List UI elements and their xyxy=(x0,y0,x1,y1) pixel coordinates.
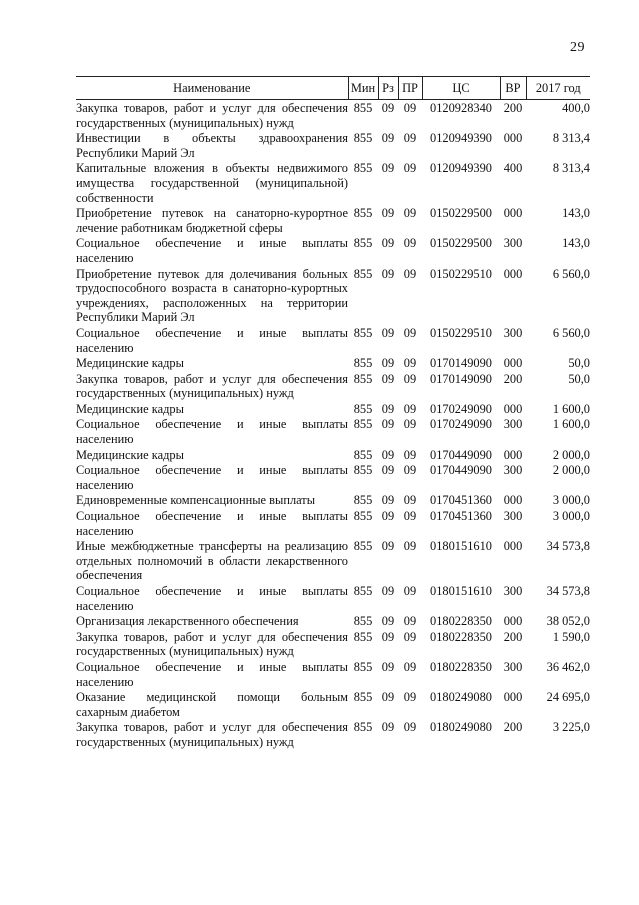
row-rz: 09 xyxy=(381,161,395,176)
table-row xyxy=(76,583,590,613)
row-cs: 0170451360 xyxy=(430,493,492,508)
row-rz: 09 xyxy=(381,720,395,735)
row-pr: 09 xyxy=(403,131,417,146)
row-name: Социальное обеспечение и иные выплаты населению xyxy=(76,509,348,538)
table-row xyxy=(76,416,590,446)
row-sum: 38 052,0 xyxy=(546,614,590,629)
table-row xyxy=(76,205,590,235)
table-row xyxy=(76,538,590,583)
row-name: Инвестиции в объекты здравоохранения Республики Марий Эл xyxy=(76,131,348,160)
row-pr: 09 xyxy=(403,614,417,629)
row-sum: 1 600,0 xyxy=(552,417,590,432)
table-row xyxy=(76,266,590,325)
row-vr: 000 xyxy=(503,131,523,146)
row-vr: 000 xyxy=(503,401,523,416)
row-sum: 50,0 xyxy=(568,356,590,371)
row-min: 855 xyxy=(353,539,373,554)
row-name: Капитальные вложения в объекты недвижимого имущества государственной (муниципальной) собственности xyxy=(76,161,348,205)
header-name: Наименование xyxy=(76,77,348,100)
row-min: 855 xyxy=(353,401,373,416)
row-cs: 0170249090 xyxy=(430,401,492,416)
row-pr: 09 xyxy=(403,371,417,386)
table-row xyxy=(76,100,590,131)
row-min: 855 xyxy=(353,584,373,598)
header-vr: ВР xyxy=(500,77,526,100)
row-vr: 200 xyxy=(503,101,523,115)
row-cs: 0170149090 xyxy=(430,356,492,371)
row-min: 855 xyxy=(353,629,373,644)
row-sum: 1 600,0 xyxy=(552,401,590,416)
row-sum: 24 695,0 xyxy=(546,690,590,705)
table-row xyxy=(76,401,590,417)
row-pr: 09 xyxy=(403,539,417,554)
row-cs: 0150229510 xyxy=(430,325,492,340)
row-cs: 0180151610 xyxy=(430,584,492,598)
row-rz: 09 xyxy=(381,356,395,371)
header-rz: Рз xyxy=(378,77,398,100)
row-vr: 000 xyxy=(503,206,523,221)
row-rz: 09 xyxy=(381,629,395,644)
table-row xyxy=(76,130,590,160)
row-name: Закупка товаров, работ и услуг для обеспечения государственных (муниципальных) нужд xyxy=(76,101,348,130)
row-name: Приобретение путевок на санаторно-курортное лечение работникам бюджетной сферы xyxy=(76,206,348,235)
row-rz: 09 xyxy=(381,614,395,629)
row-pr: 09 xyxy=(403,417,417,432)
row-rz: 09 xyxy=(381,447,395,462)
table-row xyxy=(76,355,590,371)
row-rz: 09 xyxy=(381,266,395,281)
row-min: 855 xyxy=(353,356,373,371)
row-vr: 300 xyxy=(503,325,523,340)
row-cs: 0180228350 xyxy=(430,659,492,674)
row-sum: 2 000,0 xyxy=(552,463,590,478)
row-rz: 09 xyxy=(381,325,395,340)
table-row xyxy=(76,719,590,749)
row-vr: 000 xyxy=(503,356,523,371)
table-row xyxy=(76,613,590,629)
table-row xyxy=(76,371,590,401)
table-row xyxy=(76,160,590,205)
row-rz: 09 xyxy=(381,493,395,508)
table-row xyxy=(76,235,590,265)
row-vr: 300 xyxy=(503,584,523,598)
row-rz: 09 xyxy=(381,539,395,554)
row-sum: 34 573,8 xyxy=(546,584,590,598)
row-name: Социальное обеспечение и иные выплаты населению xyxy=(76,325,348,355)
row-min: 855 xyxy=(353,690,373,705)
row-min: 855 xyxy=(353,131,373,146)
row-pr: 09 xyxy=(403,493,417,508)
header-cs: ЦС xyxy=(422,77,500,100)
row-rz: 09 xyxy=(381,206,395,221)
row-sum: 1 590,0 xyxy=(552,629,590,644)
row-sum: 2 000,0 xyxy=(552,447,590,462)
row-pr: 09 xyxy=(403,690,417,705)
row-min: 855 xyxy=(353,371,373,386)
row-vr: 000 xyxy=(503,690,523,705)
row-rz: 09 xyxy=(381,371,395,386)
row-name: Оказание медицинской помощи больным сахарным диабетом xyxy=(76,690,348,719)
row-pr: 09 xyxy=(403,463,417,478)
row-sum: 6 560,0 xyxy=(552,266,590,281)
row-cs: 0180228350 xyxy=(430,614,492,629)
row-min: 855 xyxy=(353,659,373,674)
row-pr: 09 xyxy=(403,720,417,735)
row-cs: 0170449090 xyxy=(430,447,492,462)
row-name: Иные межбюджетные трансферты на реализацию отдельных полномочий в области лекарственного обеспечения xyxy=(76,539,348,583)
row-cs: 0120928340 xyxy=(430,101,492,115)
row-rz: 09 xyxy=(381,401,395,416)
row-cs: 0170249090 xyxy=(430,417,492,432)
row-sum: 143,0 xyxy=(562,206,590,221)
row-pr: 09 xyxy=(403,356,417,371)
row-name: Медицинские кадры xyxy=(76,447,184,462)
header-min: Мин xyxy=(348,77,378,100)
row-vr: 300 xyxy=(503,417,523,432)
row-pr: 09 xyxy=(403,206,417,221)
row-rz: 09 xyxy=(381,236,395,251)
row-name: Социальное обеспечение и иные выплаты населению xyxy=(76,659,348,689)
row-name: Закупка товаров, работ и услуг для обеспечения государственных (муниципальных) нужд xyxy=(76,371,348,401)
row-name: Социальное обеспечение и иные выплаты населению xyxy=(76,463,348,492)
row-name: Единовременные компенсационные выплаты xyxy=(76,493,316,508)
row-cs: 0180249080 xyxy=(430,720,492,735)
table-row xyxy=(76,689,590,719)
table-row xyxy=(76,447,590,463)
row-cs: 0170451360 xyxy=(430,509,492,524)
row-sum: 8 313,4 xyxy=(552,161,590,176)
row-vr: 200 xyxy=(503,629,523,644)
row-rz: 09 xyxy=(381,690,395,705)
row-name: Приобретение путевок для долечивания больных трудоспособного возраста в санаторно-курортных учреждениях, расположенных на территории Республики Марий Эл xyxy=(76,266,348,325)
row-name: Медицинские кадры xyxy=(76,356,184,371)
row-vr: 000 xyxy=(503,447,523,462)
row-vr: 400 xyxy=(503,161,523,176)
row-pr: 09 xyxy=(403,584,417,598)
row-pr: 09 xyxy=(403,659,417,674)
table-row xyxy=(76,629,590,659)
table-row xyxy=(76,492,590,508)
row-min: 855 xyxy=(353,720,373,735)
row-vr: 200 xyxy=(503,371,523,386)
row-cs: 0120949390 xyxy=(430,131,492,146)
row-pr: 09 xyxy=(403,236,417,251)
row-vr: 300 xyxy=(503,236,523,251)
row-rz: 09 xyxy=(381,584,395,598)
row-sum: 3 000,0 xyxy=(552,493,590,508)
row-min: 855 xyxy=(353,161,373,176)
row-min: 855 xyxy=(353,236,373,251)
row-cs: 0150229500 xyxy=(430,236,492,251)
row-cs: 0180151610 xyxy=(430,539,492,554)
header-pr: ПР xyxy=(398,77,422,100)
row-vr: 000 xyxy=(503,539,523,554)
row-vr: 000 xyxy=(503,266,523,281)
row-sum: 400,0 xyxy=(562,101,590,115)
row-rz: 09 xyxy=(381,463,395,478)
row-vr: 000 xyxy=(503,493,523,508)
row-pr: 09 xyxy=(403,629,417,644)
row-cs: 0180228350 xyxy=(430,629,492,644)
table-header-row xyxy=(76,77,590,100)
row-rz: 09 xyxy=(381,131,395,146)
row-vr: 300 xyxy=(503,509,523,524)
row-sum: 8 313,4 xyxy=(552,131,590,146)
row-cs: 0180249080 xyxy=(430,690,492,705)
row-min: 855 xyxy=(353,325,373,340)
row-pr: 09 xyxy=(403,161,417,176)
page-number: 29 xyxy=(570,40,585,55)
row-name: Закупка товаров, работ и услуг для обеспечения государственных (муниципальных) нужд xyxy=(76,629,348,659)
table-body xyxy=(76,100,590,750)
header-sum: 2017 год xyxy=(526,77,590,100)
row-sum: 6 560,0 xyxy=(552,325,590,340)
row-sum: 143,0 xyxy=(562,236,590,251)
row-pr: 09 xyxy=(403,509,417,524)
row-min: 855 xyxy=(353,206,373,221)
row-min: 855 xyxy=(353,463,373,478)
row-name: Медицинские кадры xyxy=(76,401,184,416)
row-vr: 300 xyxy=(503,659,523,674)
row-rz: 09 xyxy=(381,417,395,432)
row-min: 855 xyxy=(353,614,373,629)
row-sum: 3 000,0 xyxy=(552,509,590,524)
table-row xyxy=(76,462,590,492)
row-name: Организация лекарственного обеспечения xyxy=(76,614,299,629)
row-min: 855 xyxy=(353,447,373,462)
row-sum: 34 573,8 xyxy=(546,539,590,554)
row-cs: 0120949390 xyxy=(430,161,492,176)
row-name: Социальное обеспечение и иные выплаты населению xyxy=(76,584,348,613)
row-vr: 000 xyxy=(503,614,523,629)
row-min: 855 xyxy=(353,266,373,281)
row-name: Социальное обеспечение и иные выплаты населению xyxy=(76,236,348,265)
budget-table xyxy=(76,76,590,750)
row-sum: 50,0 xyxy=(568,371,590,386)
row-rz: 09 xyxy=(381,101,395,115)
row-rz: 09 xyxy=(381,659,395,674)
row-cs: 0150229510 xyxy=(430,266,492,281)
row-vr: 300 xyxy=(503,463,523,478)
row-pr: 09 xyxy=(403,447,417,462)
row-pr: 09 xyxy=(403,401,417,416)
row-pr: 09 xyxy=(403,266,417,281)
row-cs: 0170449090 xyxy=(430,463,492,478)
row-min: 855 xyxy=(353,417,373,432)
row-name: Закупка товаров, работ и услуг для обеспечения государственных (муниципальных) нужд xyxy=(76,720,348,749)
row-min: 855 xyxy=(353,101,373,115)
row-cs: 0170149090 xyxy=(430,371,492,386)
row-pr: 09 xyxy=(403,325,417,340)
row-vr: 200 xyxy=(503,720,523,735)
row-pr: 09 xyxy=(403,101,417,115)
row-sum: 3 225,0 xyxy=(552,720,590,735)
row-cs: 0150229500 xyxy=(430,206,492,221)
row-min: 855 xyxy=(353,509,373,524)
table-row xyxy=(76,659,590,689)
row-sum: 36 462,0 xyxy=(546,659,590,674)
table-row xyxy=(76,325,590,355)
row-name: Социальное обеспечение и иные выплаты населению xyxy=(76,417,348,447)
row-rz: 09 xyxy=(381,509,395,524)
table-row xyxy=(76,508,590,538)
row-min: 855 xyxy=(353,493,373,508)
